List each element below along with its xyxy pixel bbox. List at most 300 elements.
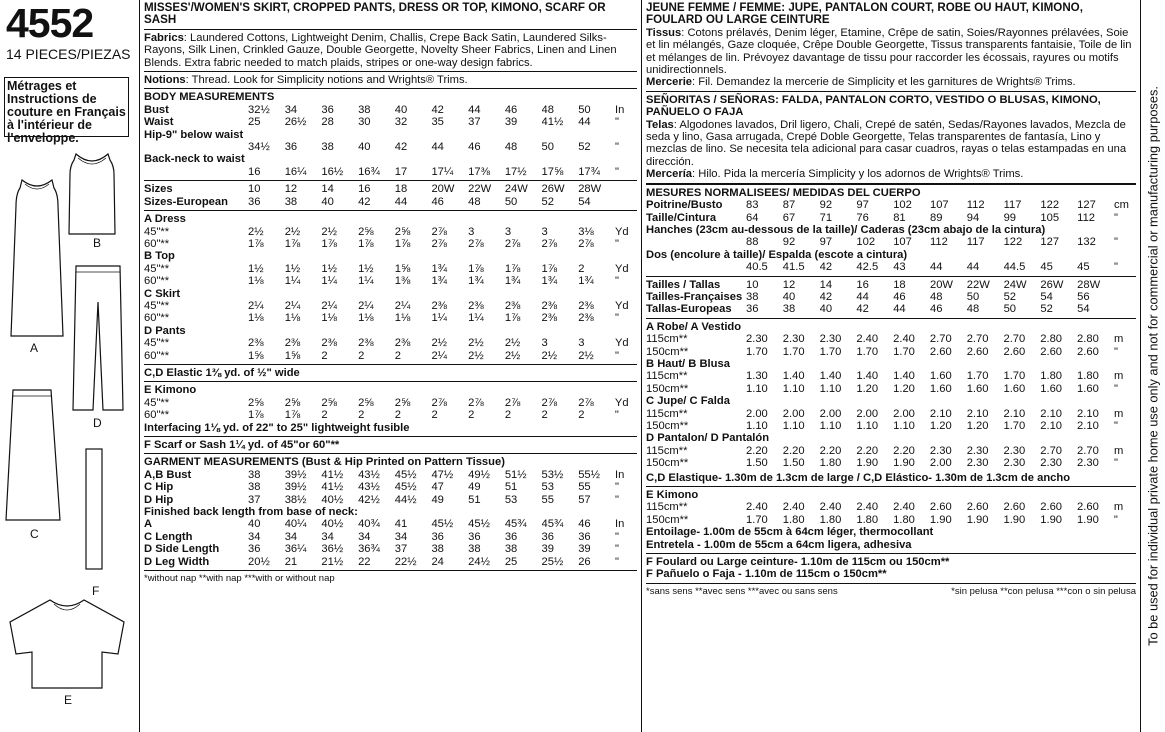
cell: 36½ xyxy=(321,543,344,556)
row-label: 45"** xyxy=(144,299,170,312)
row-label: Sizes xyxy=(144,183,173,196)
cell: 2¼ xyxy=(358,299,374,312)
unit: m xyxy=(1113,333,1124,346)
finished-length-heading: Finished back length from base of neck: xyxy=(144,506,358,519)
cell: 44 xyxy=(929,261,943,274)
cell: 34 xyxy=(394,530,408,543)
table-row xyxy=(144,397,637,409)
cell: 1.70 xyxy=(966,370,989,383)
row-label: Sizes-European xyxy=(144,195,228,208)
unit: Yd xyxy=(614,299,629,312)
cell: 76 xyxy=(856,211,869,224)
cell: 46 xyxy=(504,103,518,116)
row-heading: A Robe/ A Vestido xyxy=(646,320,742,333)
cell: 40.5 xyxy=(746,261,768,274)
cell: 1.40 xyxy=(782,370,805,383)
cell: 1.60 xyxy=(1040,382,1063,395)
view-b-flat xyxy=(62,150,122,240)
cell: 2¼ xyxy=(431,349,447,362)
cell: 71 xyxy=(819,211,833,224)
cell: 81 xyxy=(893,211,906,224)
table-row xyxy=(144,469,637,481)
cell: 3 xyxy=(468,225,475,238)
cell: 55 xyxy=(541,493,554,506)
cell: 37 xyxy=(248,493,261,506)
row-label: 45"** xyxy=(144,225,170,238)
table-row xyxy=(144,153,637,165)
body-measurements-heading: BODY MEASUREMENTS xyxy=(144,91,275,104)
cell: 1¼ xyxy=(284,275,301,288)
cell: 1¾ xyxy=(431,262,447,275)
cell: 2½ xyxy=(468,337,484,350)
unit: " xyxy=(1114,211,1118,224)
cell: 34 xyxy=(358,530,371,543)
cell: 16½ xyxy=(321,165,344,178)
cell: 55½ xyxy=(578,468,600,481)
cell: 1¾ xyxy=(431,275,447,288)
row-label xyxy=(646,236,746,248)
cell: 2.20 xyxy=(856,444,879,457)
table-row xyxy=(646,383,1136,395)
cell: 1.90 xyxy=(1077,513,1099,526)
cell: 2⅞ xyxy=(468,237,484,250)
cell: 102 xyxy=(893,199,912,212)
cell: 44 xyxy=(431,141,444,154)
cell: 25½ xyxy=(541,555,564,568)
cell: 52 xyxy=(541,195,554,208)
table-row xyxy=(646,303,1136,315)
view-b-label: B xyxy=(93,236,102,250)
cell: 1⅛ xyxy=(358,312,374,325)
cell: 16 xyxy=(248,165,261,178)
cell: 2.00 xyxy=(819,407,842,420)
cell: 38 xyxy=(321,141,334,154)
cell: 44 xyxy=(394,195,408,208)
cell: 12 xyxy=(284,183,298,196)
cell: 48 xyxy=(541,103,554,116)
cell: 2.60 xyxy=(1040,501,1063,514)
unit: " xyxy=(615,555,619,568)
row-heading: Back-neck to waist xyxy=(144,153,245,166)
cell: 1.20 xyxy=(929,420,952,432)
cell: 55 xyxy=(578,481,591,494)
cell: 1.70 xyxy=(782,345,805,358)
cell: 1⅞ xyxy=(394,237,411,250)
unit: " xyxy=(1114,261,1118,274)
cell: 2 xyxy=(321,409,328,422)
cell: 49 xyxy=(431,493,444,506)
table-row xyxy=(144,141,637,153)
cell: 2.40 xyxy=(819,501,842,514)
unit: In xyxy=(615,468,625,481)
cell: 1.10 xyxy=(819,382,842,395)
cell: 122 xyxy=(1003,236,1023,249)
cell: 2⅜ xyxy=(321,337,337,350)
tissus-text: Tissus: Cotons prélavés, Denim léger, Etamine, Crêpe de satin, Soies/Rayonnes prélavées, Soie et lin mélangés, Gaze cloquée, Crêpe Double Georgette, Tissus transparents fantaisie, Toile de lin et mélanges de lin. Prévoyez davantage de tissu pour raccorder les écossais, rayures ou motifs unidirectionnels. xyxy=(646,26,1132,77)
cell: 2⅜ xyxy=(578,299,594,312)
row-label: 150cm** xyxy=(646,457,689,470)
cell: 40¾ xyxy=(358,518,380,531)
cell: 1.60 xyxy=(929,370,952,383)
unit: " xyxy=(1113,420,1118,432)
unit xyxy=(615,196,637,208)
cell: 1¼ xyxy=(468,312,484,325)
row-label: 115cm** xyxy=(646,444,688,457)
cell: 2⅞ xyxy=(431,237,447,250)
cell: 36 xyxy=(746,303,759,316)
cell: 2⅞ xyxy=(578,396,594,409)
cell: 2⅜ xyxy=(468,299,484,312)
cell: 42½ xyxy=(358,493,380,506)
cell: 2.60 xyxy=(966,345,989,358)
cell: 52 xyxy=(1003,290,1017,303)
table-row xyxy=(646,457,1136,469)
table-row xyxy=(646,249,1136,261)
pattern-number: 4552 xyxy=(6,0,94,46)
cell: 44 xyxy=(578,116,591,129)
cell: 2.10 xyxy=(1040,420,1063,432)
cell: 2⅝ xyxy=(248,396,264,409)
cell: 2.60 xyxy=(1077,501,1099,514)
cell: 1.20 xyxy=(856,382,879,395)
cell: 54 xyxy=(1040,290,1053,303)
row-label: 115cm** xyxy=(646,407,688,420)
cell: 16 xyxy=(358,183,371,196)
cell: 2½ xyxy=(321,225,337,238)
cell: 43½ xyxy=(358,481,380,494)
table-row xyxy=(646,445,1136,457)
cell: 41½ xyxy=(541,116,564,129)
view-a-flat xyxy=(8,176,66,342)
spanish-title: SEÑORITAS / SEÑORAS: FALDA, PANTALON CORTO, VESTIDO O BLUSAS, KIMONO, PAÑUELO O FAJA xyxy=(646,93,1101,119)
tailles-table xyxy=(646,279,1136,316)
cell: 3 xyxy=(504,225,512,238)
cell: 51½ xyxy=(504,468,527,481)
cell: 1⅞ xyxy=(504,312,521,325)
cell: 2.60 xyxy=(1040,345,1063,358)
cell: 94 xyxy=(966,211,980,224)
cell: 1.40 xyxy=(856,370,879,383)
table-row xyxy=(646,358,1136,370)
cell: 1.70 xyxy=(1003,370,1026,383)
cell: 36 xyxy=(284,141,298,154)
table-row xyxy=(646,408,1136,420)
cell: 1⅞ xyxy=(468,262,484,275)
cell: 1.60 xyxy=(929,382,952,395)
cell: 2⅜ xyxy=(541,312,558,325)
unit: " xyxy=(615,116,619,129)
cell: 2½ xyxy=(431,337,447,350)
cell: 41½ xyxy=(321,481,344,494)
cell: 2.30 xyxy=(819,333,842,346)
cell: 40 xyxy=(819,303,833,316)
cell: 45½ xyxy=(394,468,417,481)
cell: 28W xyxy=(1077,278,1101,291)
cell: 2.30 xyxy=(929,444,952,457)
table-row xyxy=(144,325,637,337)
table-row xyxy=(646,279,1136,291)
cell: 92 xyxy=(819,199,833,212)
cell: 1.10 xyxy=(782,382,805,395)
cell: 1.10 xyxy=(746,420,768,432)
table-row xyxy=(144,129,637,141)
view-c-label: C xyxy=(30,527,39,541)
cell: 48 xyxy=(966,303,980,316)
table-row xyxy=(646,199,1136,211)
cell: 45 xyxy=(1077,261,1090,274)
cell: 45¾ xyxy=(504,518,527,531)
cell: 1.20 xyxy=(966,420,989,432)
table-row xyxy=(646,333,1136,345)
cell: 1.70 xyxy=(856,345,879,358)
table-row xyxy=(144,556,637,568)
divider-middle xyxy=(641,0,642,732)
table-row xyxy=(646,291,1136,303)
cell: 1⅛ xyxy=(394,312,411,325)
cell: 2⅜ xyxy=(394,337,411,350)
cell: 36 xyxy=(541,530,554,543)
cell: 2⅝ xyxy=(284,396,301,409)
cell: 21 xyxy=(284,555,298,568)
cell: 16¼ xyxy=(284,165,307,178)
cell: 2.60 xyxy=(929,345,952,358)
cell: 2⅞ xyxy=(431,225,447,238)
cell: 2 xyxy=(541,409,548,422)
table-row xyxy=(144,409,637,421)
unit: In xyxy=(615,518,625,531)
table-row xyxy=(144,104,637,116)
cell: 87 xyxy=(782,199,796,212)
cell: 1.70 xyxy=(819,345,842,358)
cell: 48 xyxy=(929,290,943,303)
row-label: 150cm** xyxy=(646,513,689,526)
cell: 1⅛ xyxy=(248,275,264,288)
cell: 2.30 xyxy=(746,333,768,346)
row-label xyxy=(144,166,248,178)
cell: 1.80 xyxy=(1040,370,1063,383)
cell: 1.70 xyxy=(1003,420,1026,432)
finished-length-table xyxy=(144,518,637,568)
cell: 2.60 xyxy=(929,501,952,514)
notions-text: Notions: Thread. Look for Simplicity notions and Wrights® Trims. xyxy=(144,74,468,87)
french-title: JEUNE FEMME / FEMME: JUPE, PANTALON COURT, ROBE OU HAUT, KIMONO, FOULARD OU LARGE CEINTURE xyxy=(646,1,1083,27)
unit: Yd xyxy=(614,337,629,350)
cell: 1.80 xyxy=(1077,370,1099,383)
cell: 20½ xyxy=(248,555,270,568)
row-label: 150cm** xyxy=(646,382,689,395)
cell: 17⅜ xyxy=(468,165,490,178)
cell: 2⅞ xyxy=(468,396,484,409)
cell: 49 xyxy=(468,481,481,494)
row-label: 115cm** xyxy=(646,501,688,514)
cell: 105 xyxy=(1040,211,1060,224)
cell: 132 xyxy=(1077,236,1096,249)
garment-measurements-table xyxy=(144,469,637,506)
cell: 2½ xyxy=(504,337,521,350)
table-row xyxy=(144,531,637,543)
cell: 44 xyxy=(893,303,906,316)
cell: 2.40 xyxy=(746,501,768,514)
row-label: 45"** xyxy=(144,337,170,350)
cell: 2⅜ xyxy=(284,337,301,350)
cell: 2.70 xyxy=(1040,444,1063,457)
french-column xyxy=(646,0,1136,598)
cell: 2 xyxy=(468,409,475,422)
table-row xyxy=(144,494,637,506)
cell: 1.60 xyxy=(1077,382,1099,395)
cell: 38 xyxy=(468,543,481,556)
cell: 22 xyxy=(358,555,371,568)
row-label: A xyxy=(144,518,153,531)
cell: 1½ xyxy=(321,262,337,275)
kimono-metrage-table xyxy=(646,489,1136,526)
table-row xyxy=(144,166,637,178)
cell: 2¼ xyxy=(394,299,411,312)
row-label: 115cm** xyxy=(646,333,688,346)
cell: 17 xyxy=(394,165,408,178)
cell: 92 xyxy=(782,236,796,249)
cell: 2 xyxy=(578,262,585,275)
cell: 2 xyxy=(504,409,512,422)
cell: 102 xyxy=(856,236,876,249)
english-title: MISSES'/WOMEN'S SKIRT, CROPPED PANTS, DRESS OR TOP, KIMONO, SCARF OR SASH xyxy=(144,1,606,27)
row-label: D Hip xyxy=(144,493,174,506)
cell: 39 xyxy=(578,543,591,556)
unit: " xyxy=(615,141,619,154)
unit: m xyxy=(1113,370,1124,383)
cell: 2.10 xyxy=(929,407,952,420)
cell: 48 xyxy=(468,195,481,208)
cell: 2.70 xyxy=(1003,333,1026,346)
cell: 39 xyxy=(504,116,518,129)
row-label: Waist xyxy=(144,116,174,129)
fabrics-text: Fabrics: Laundered Cottons, Lightweight Denim, Challis, Crepe Back Satin, Laundered Silks-Rayons, Silk Linen, Crinkled Gauze, Double Georgette, Novelty Sheer Fabrics, Linen and Linen Blends. Extra fabric needed to match plaids, stripes or one-way design fabrics. xyxy=(144,31,617,69)
row-heading: E Kimono xyxy=(144,384,197,397)
cell: 20W xyxy=(431,183,455,196)
mesures-heading: MESURES NORMALISEES/ MEDIDAS DEL CUERPO xyxy=(646,186,921,199)
cell: 21½ xyxy=(321,555,344,568)
cell: 44½ xyxy=(394,493,417,506)
row-heading: B Haut/ B Blusa xyxy=(646,357,730,370)
cell: 38 xyxy=(248,481,261,494)
cell: 42 xyxy=(819,290,833,303)
cell: 14 xyxy=(321,183,334,196)
row-label: C Hip xyxy=(144,481,174,494)
cell: 1.20 xyxy=(893,382,915,395)
unit: " xyxy=(1113,457,1118,470)
cell: 3 xyxy=(541,337,548,350)
cell: 107 xyxy=(929,199,949,212)
cell: 1.10 xyxy=(782,420,805,432)
cell: 2⅞ xyxy=(541,237,558,250)
cell: 122 xyxy=(1040,199,1060,212)
cell: 2 xyxy=(578,409,585,422)
cell: 16¾ xyxy=(358,165,380,178)
table-row xyxy=(144,226,637,238)
cell: 97 xyxy=(819,236,833,249)
cell: 10 xyxy=(746,278,759,291)
cell: 2⅝ xyxy=(321,396,337,409)
row-label: Bust xyxy=(144,103,169,116)
unit: " xyxy=(615,543,619,556)
cell: 2.10 xyxy=(1040,407,1063,420)
unit: " xyxy=(1113,345,1118,358)
cell: 2.10 xyxy=(1077,420,1099,432)
cell: 1⅝ xyxy=(394,262,411,275)
cell: 99 xyxy=(1003,211,1017,224)
metrage-table xyxy=(646,321,1136,470)
cell: 34 xyxy=(284,530,298,543)
cell: 54 xyxy=(578,195,591,208)
cell: 1¼ xyxy=(431,312,447,325)
cell: 1.50 xyxy=(746,457,768,470)
cell: 117 xyxy=(1003,199,1022,212)
cell: 40½ xyxy=(321,493,344,506)
cell: 2.10 xyxy=(1003,407,1026,420)
cell: 2.00 xyxy=(929,457,952,470)
cell: 2.20 xyxy=(782,444,805,457)
cell: 42.5 xyxy=(856,261,879,274)
cell: 1⅞ xyxy=(541,262,558,275)
cell: 2.40 xyxy=(856,333,879,346)
cell: 39 xyxy=(541,543,554,556)
row-label: C Length xyxy=(144,530,193,543)
cell: 1⅞ xyxy=(284,237,301,250)
cell: 1.90 xyxy=(893,457,915,470)
cell: 64 xyxy=(746,211,759,224)
cell: 17¼ xyxy=(431,165,454,178)
view-c-flat xyxy=(3,386,63,526)
elastique-line: C,D Elastique- 1.30m de 1.3cm de large / C,D Elástico- 1.30m de 1.3cm de ancho xyxy=(646,471,1071,484)
left-panel xyxy=(0,0,135,732)
cell: 22W xyxy=(468,183,492,196)
cell: 40½ xyxy=(321,518,344,531)
cell: 2½ xyxy=(284,225,301,238)
cell: 34 xyxy=(321,530,334,543)
row-heading: D Pants xyxy=(144,324,186,337)
cell: 1⅞ xyxy=(358,237,374,250)
cell: 45½ xyxy=(394,481,417,494)
cell: 39½ xyxy=(284,468,307,481)
cell: 1.80 xyxy=(782,513,805,526)
table-row xyxy=(144,543,637,555)
table-row xyxy=(144,196,637,208)
cell: 2 xyxy=(394,409,401,422)
cell: 1.10 xyxy=(856,420,879,432)
cell: 1½ xyxy=(284,262,301,275)
cell: 2.00 xyxy=(746,407,768,420)
cell: 44 xyxy=(966,261,980,274)
cell: 22W xyxy=(966,278,990,291)
cell: 1.60 xyxy=(966,382,989,395)
cell: 1¾ xyxy=(541,275,558,288)
cell: 2.60 xyxy=(1003,501,1026,514)
table-row xyxy=(144,384,637,396)
unit: m xyxy=(1113,407,1124,420)
cell: 36 xyxy=(504,530,518,543)
table-row xyxy=(646,395,1136,407)
english-column xyxy=(144,0,637,585)
cell: 2.30 xyxy=(966,444,989,457)
cell: 1¾ xyxy=(468,275,484,288)
cell: 36 xyxy=(578,530,591,543)
cell: 2⅞ xyxy=(504,237,521,250)
cell: 47½ xyxy=(431,468,454,481)
cell: 2 xyxy=(358,409,365,422)
cell: 67 xyxy=(782,211,796,224)
cell: 2.10 xyxy=(966,407,989,420)
entoilage-line: Entoilage- 1.00m de 55cm à 64cm léger, thermocollant xyxy=(646,526,934,539)
